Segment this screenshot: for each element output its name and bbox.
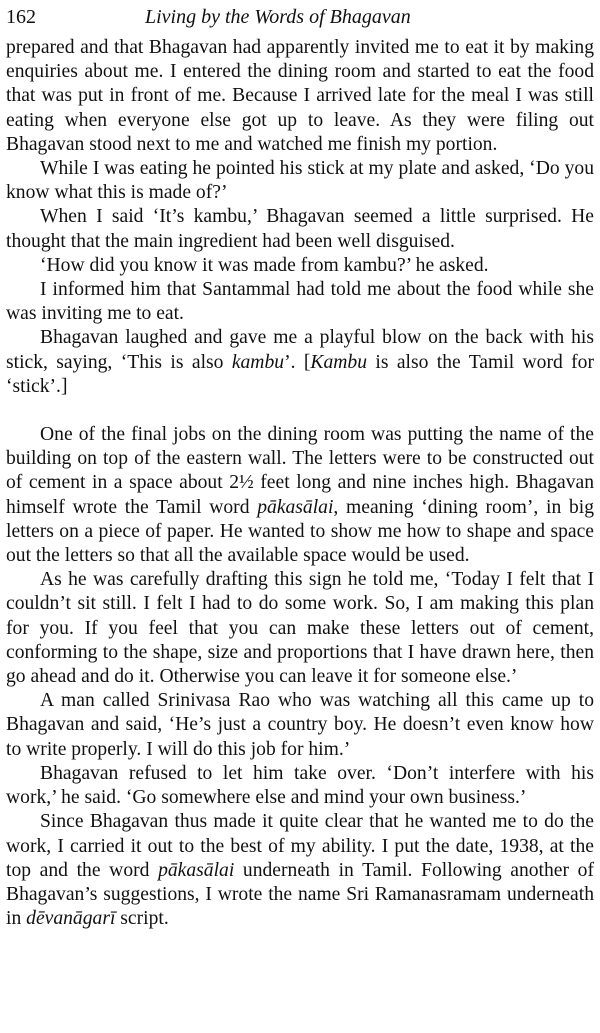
paragraph-text: ’. [ [284, 351, 311, 373]
paragraph [6, 254, 594, 278]
paragraph [6, 157, 594, 205]
paragraph [6, 278, 594, 326]
page-number: 162 [6, 6, 36, 28]
paragraph-text: Bhagavan refused to let him take over. ‘Don’t interfere with his work,’ he said. ‘Go somewhere else and mind your own business.’ [6, 762, 594, 809]
section-break [6, 399, 594, 423]
paragraph [6, 810, 594, 931]
italic-text: pākasālai [158, 859, 235, 881]
paragraph [6, 205, 594, 253]
paragraph-text: prepared and that Bhagavan had apparently invited me to eat it by making enquiries about me. I entered the dining room and started to eat the food that was put in front of me. Because I arrived late for the meal I was still eating when everyone else got up to leave. As they were filing out Bhagavan stood next to me and watched me finish my portion. [6, 37, 594, 155]
paragraph-text: While I was eating he pointed his stick at my plate and asked, ‘Do you know what this is made of?’ [6, 158, 594, 204]
italic-text: Kambu [310, 351, 368, 373]
paragraph-text: ‘How did you know it was made from kambu?’ he asked. [40, 254, 489, 276]
paragraph-text: Since Bhagavan thus made it quite clear that he wanted me to do the work, I carried it out to the best of my ability. I put the date, 1938, at the top and the word [6, 811, 594, 881]
paragraph-text: A man called Srinivasa Rao who was watching all this came up to Bhagavan and said, ‘He’s just a country boy. He doesn’t even know how to write properly. I will do this job for him.’ [6, 690, 594, 760]
italic-text: dēvanāgarī [26, 908, 116, 930]
body-text [6, 36, 594, 931]
paragraph-text: One of the final jobs on the dining room was putting the name of the building on top of the eastern wall. The letters were to be constructed out of cement in a space about 2½ feet long and nine inches high. Bhagavan himself wrote the Tamil word [6, 424, 594, 518]
paragraph [6, 568, 594, 689]
italic-text: pākasālai [257, 496, 334, 518]
paragraph [6, 326, 594, 399]
paragraph [6, 762, 594, 810]
paragraph-text: underneath in Tamil. Following another of Bhagavan’s suggestions, I wrote the name Sri Ramanasramam underneath in [6, 859, 594, 930]
paragraph-text: is also the Tamil word for ‘stick’.] [6, 351, 594, 397]
paragraph [6, 689, 594, 762]
paragraph-text: As he was carefully drafting this sign he told me, ‘Today I felt that I couldn’t sit still. I felt I had to do some work. So, I am making this plan for you. If you feel that you can make these letters out of cement, conforming to the shape, size and proportions that I have drawn here, then go ahead and do it. Otherwise you can leave it for someone else.’ [6, 569, 594, 688]
paragraph-text: Bhagavan laughed and gave me a playful blow on the back with his stick, saying, ‘This is also [6, 327, 594, 373]
paragraph-text: When I said ‘It’s kambu,’ Bhagavan seemed a little surprised. He thought that the main ingredient had been well disguised. [6, 206, 594, 252]
paragraph [6, 36, 594, 157]
paragraph-text: I informed him that Santammal had told me about the food while she was inviting me to eat. [6, 279, 594, 325]
running-title: Living by the Words of Bhagavan [145, 6, 411, 28]
paragraph-text: script. [115, 908, 169, 930]
paragraph [6, 423, 594, 568]
italic-text: kambu [231, 351, 285, 373]
page-header [6, 0, 594, 36]
paragraph-text: , meaning ‘dining room’, in big letters on a piece of paper. He wanted to show me how to shape and space out the letters so that all the available space would be used. [6, 496, 594, 567]
